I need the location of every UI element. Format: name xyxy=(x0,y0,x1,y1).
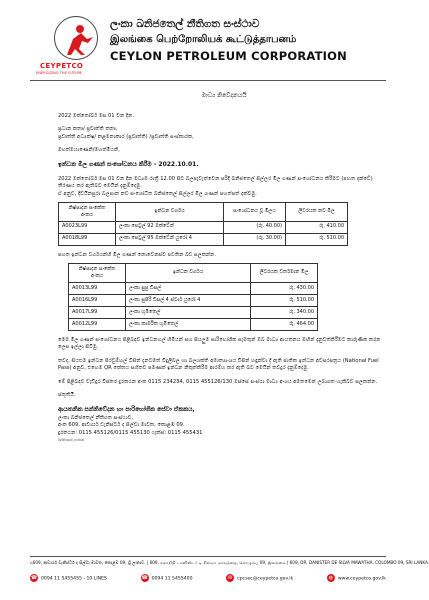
table-row xyxy=(59,233,348,245)
table-row xyxy=(59,221,348,233)
footer-email[interactable] xyxy=(226,574,293,582)
closing: ස්තූතියි. xyxy=(58,392,76,399)
product-name: ලංකා පෙට්‍රල් 95 ඔක්ටේන් යුරෝ 4 xyxy=(116,233,224,245)
logo-wordmark: CEYPETCO xyxy=(40,62,84,70)
paragraph-1: 2022 ඔක්තෝබර් මස 01 වන දින මධ්‍යම රාත්‍රී 12.00 සිට බලපැවැත්වෙන පරිදි ඛනිජතෙල් සිල්ලර මිල ගණන් සංශෝධනය කිරීමට (පහත දැක්වේ) තීරණය කර ඇතිබව මෙයින් දැනුම්දෙමු. xyxy=(58,175,373,190)
current-price: රු. 510.00 xyxy=(251,294,318,306)
location-icon: ⌂ xyxy=(30,560,33,565)
footer-website[interactable] xyxy=(327,574,386,582)
paragraph-5: තවද, සියළුම ඉන්ධන පිරවුම්හල් විසින් දැනටමත් විදුලිබල හා බලශක්ති අමාත්‍යාංශය විසින් හඳුන්වා දී ඇති ජාතික ඉන්ධන අවසරපත්‍රය (National Fuel Pass) අනුව, එහෙම QR කේතය සහිතව පමණක් ඉන්ධන නිකුත්කිරීම ආරම්භ කර ඇති බව මෙයින් තවදුර දැනුම්දෙමු. xyxy=(58,357,379,372)
table-header: සංශෝධනය වූ මිලය xyxy=(224,203,286,222)
recipient-line-2: ප්‍රවෘත්ති අධ්‍යක්ෂ/ කළමනාකාර (ප්‍රවෘත්ති) /ප්‍රවෘත්ති සංස්කාරක, xyxy=(58,133,194,140)
doc-title: මාධ්‍ය නිවේදනයයි xyxy=(201,92,247,99)
footer-address xyxy=(30,560,429,566)
product-code: A0016L99 xyxy=(69,294,126,306)
product-code: A0017L99 xyxy=(69,306,126,318)
header-divider xyxy=(30,80,386,81)
footer-contacts xyxy=(30,574,386,582)
product-name: ලංකා සුපු ඩීසල් xyxy=(126,282,251,294)
corp-name-sinhala: ලංකා ඛනිජතෙල් නීතිගත සංස්ථාව xyxy=(110,18,260,30)
sender-address-1: ලංකා ඛනිජතෙල් නීතිගත සංස්ථාව, xyxy=(58,414,133,421)
footer-phone-1 xyxy=(30,574,107,582)
table-row xyxy=(69,294,318,306)
sender-address-2: අංක 609, ආචාර්ය ඩැනිස්ටර් ද සිල්වා මාවත, කොළඹ 09. xyxy=(58,422,185,429)
table-header: ලීටරයක වර්තමාන මිල xyxy=(251,264,318,283)
salutation: මහත්මයාණෙනි/මහත්මියනි, xyxy=(58,147,120,154)
recipient-line-1: ප්‍රධාන කතෘ/ ප්‍රවෘත්ති කතෘ, xyxy=(58,126,118,133)
product-name: ලංකා භූමිතෙල් xyxy=(126,306,251,318)
globe-icon: ◍ xyxy=(328,575,334,581)
table-header: ඉන්ධන වර්ගය xyxy=(126,264,251,283)
doc-date: 2022 ඔක්තෝබර් මස 01 වන දින. xyxy=(58,112,134,119)
price-change: (රු. 30.00) xyxy=(224,233,286,245)
unchanged-prices-table xyxy=(68,263,318,331)
footer-address-text: 609, ආචාර්ය ඩැනිස්ටර් ද සිල්වා මාවත, කොළඹ 09, ශ්‍රී ලංකාව. | 609, கலாநிதி டானிஸ்டர் டி சில்வா மாவத்தை, கொழும்பு 09, இலங்கை | 609, DR. DANISTER DE SILVA MAWATHA, COLOMBO 09, SRI LANKA. xyxy=(32,560,429,565)
sender-unit: ආයතනික සන්නිවේදන හා පාරිභෝගික සේවා ඒකකය, xyxy=(58,405,195,413)
revised-prices-table xyxy=(58,202,348,246)
product-name: ලංකා පෙට්‍රල් 92 ඔක්ටේන් xyxy=(116,221,224,233)
current-price: රු. 340.00 xyxy=(251,306,318,318)
table-header: නිෂ්පාදන සංකේත අංකය xyxy=(59,203,116,222)
sender-contact: දුරකථන: 0115 455126/0115 455130 ෆැක්ස්: 0115 455431 xyxy=(58,429,203,436)
table-header: ලීටරයක නව මිල xyxy=(286,203,348,222)
phone-icon: ☎ xyxy=(141,575,148,581)
table-header: නිෂ්පාදන සංකේත අංකය xyxy=(69,264,126,283)
doc-heading: ඉන්ධන මිල ගණන් සංශෝධනය කිරීම - 2022.10.01. xyxy=(58,160,199,168)
paragraph-6: මේ පිළිබඳව වැඩිදුර විස්තර දුරකථන අංක 0115 234234, 0115 455126/130 ඔස්සේ සංස්ථා මාධ්‍ය අංශය අමතමෙන් ලබාගත හැකිබව සලකන්න. xyxy=(58,378,378,385)
new-price: රු. 410.00 xyxy=(286,221,348,233)
email-icon: ✉ xyxy=(228,575,233,581)
press-release-body xyxy=(58,84,390,443)
product-name: ලංකා සුපිරි ඩීසල් 4 ස්ටාර් යුරෝ 4 xyxy=(126,294,251,306)
paragraph-2: ඒ අනුව, දිවයිනපුරා බලපාන නව සංශෝධිත ඛනිජතෙල් සිල්ලර මිල ගණන් පහත්පත් දක්වමු. xyxy=(58,190,257,197)
paragraph-4: මෙම මිල ගණන් සංශෝධනය පිළිබඳව ඉන්ධනහල් හිමියන් සහ සියලුම පාරිභෝගික සැමතුන් ඔබ මාධ්‍ය ආයතනය මඟින් දැනුවත්කිරීමට කාරුණික කරන ලෙස ඉල්ලා සිටිමු. xyxy=(58,336,381,351)
footer-divider xyxy=(30,556,386,557)
price-change: (රු. 40.00) xyxy=(224,221,286,233)
website-text[interactable]: www.ceypetco.gov.lk xyxy=(337,576,386,582)
phone-2-text: 0094 11 5455400 xyxy=(151,576,193,582)
product-code: A0023L99 xyxy=(59,221,116,233)
signature-note: Without initial xyxy=(58,437,85,443)
letterhead xyxy=(0,12,420,74)
table-row xyxy=(69,318,318,330)
corp-name-english: CEYLON PETROLEUM CORPORATION xyxy=(110,49,347,63)
logo-tagline: ENERGIZING THE FUTURE xyxy=(36,71,83,75)
corp-name-tamil: இலங்கை பெற்றோலியக் கூட்டுத்தாபனம் xyxy=(110,34,297,45)
corporation-name xyxy=(110,18,347,63)
table-row xyxy=(69,306,318,318)
phone-icon: ☎ xyxy=(30,575,38,581)
current-price: රු. 464.00 xyxy=(251,318,318,330)
current-price: රු. 430.00 xyxy=(251,282,318,294)
footer-phone-2 xyxy=(141,574,193,582)
product-name: ලංකා කාර්මික භූමිතෙල් xyxy=(126,318,251,330)
email-text[interactable]: cpcsec@ceypetco.gov.lk xyxy=(237,576,294,582)
ceypetco-logo-icon xyxy=(54,16,98,60)
table-header: ඉන්ධන වර්ගය xyxy=(116,203,224,222)
phone-1-text: 0094 11 5455455 - 10 LINES xyxy=(41,576,107,582)
product-code: A0018L99 xyxy=(59,233,116,245)
paragraph-3: පහත ඉන්ධන වර්ගයන්හි මිල ගණන් නොවෙනස්ව පවතින බව සලකන්න. xyxy=(58,251,217,258)
new-price: රු. 510.00 xyxy=(286,233,348,245)
product-code: A0012L99 xyxy=(69,318,126,330)
letterhead-footer xyxy=(30,560,429,582)
table-row xyxy=(69,282,318,294)
product-code: A0013L99 xyxy=(69,282,126,294)
